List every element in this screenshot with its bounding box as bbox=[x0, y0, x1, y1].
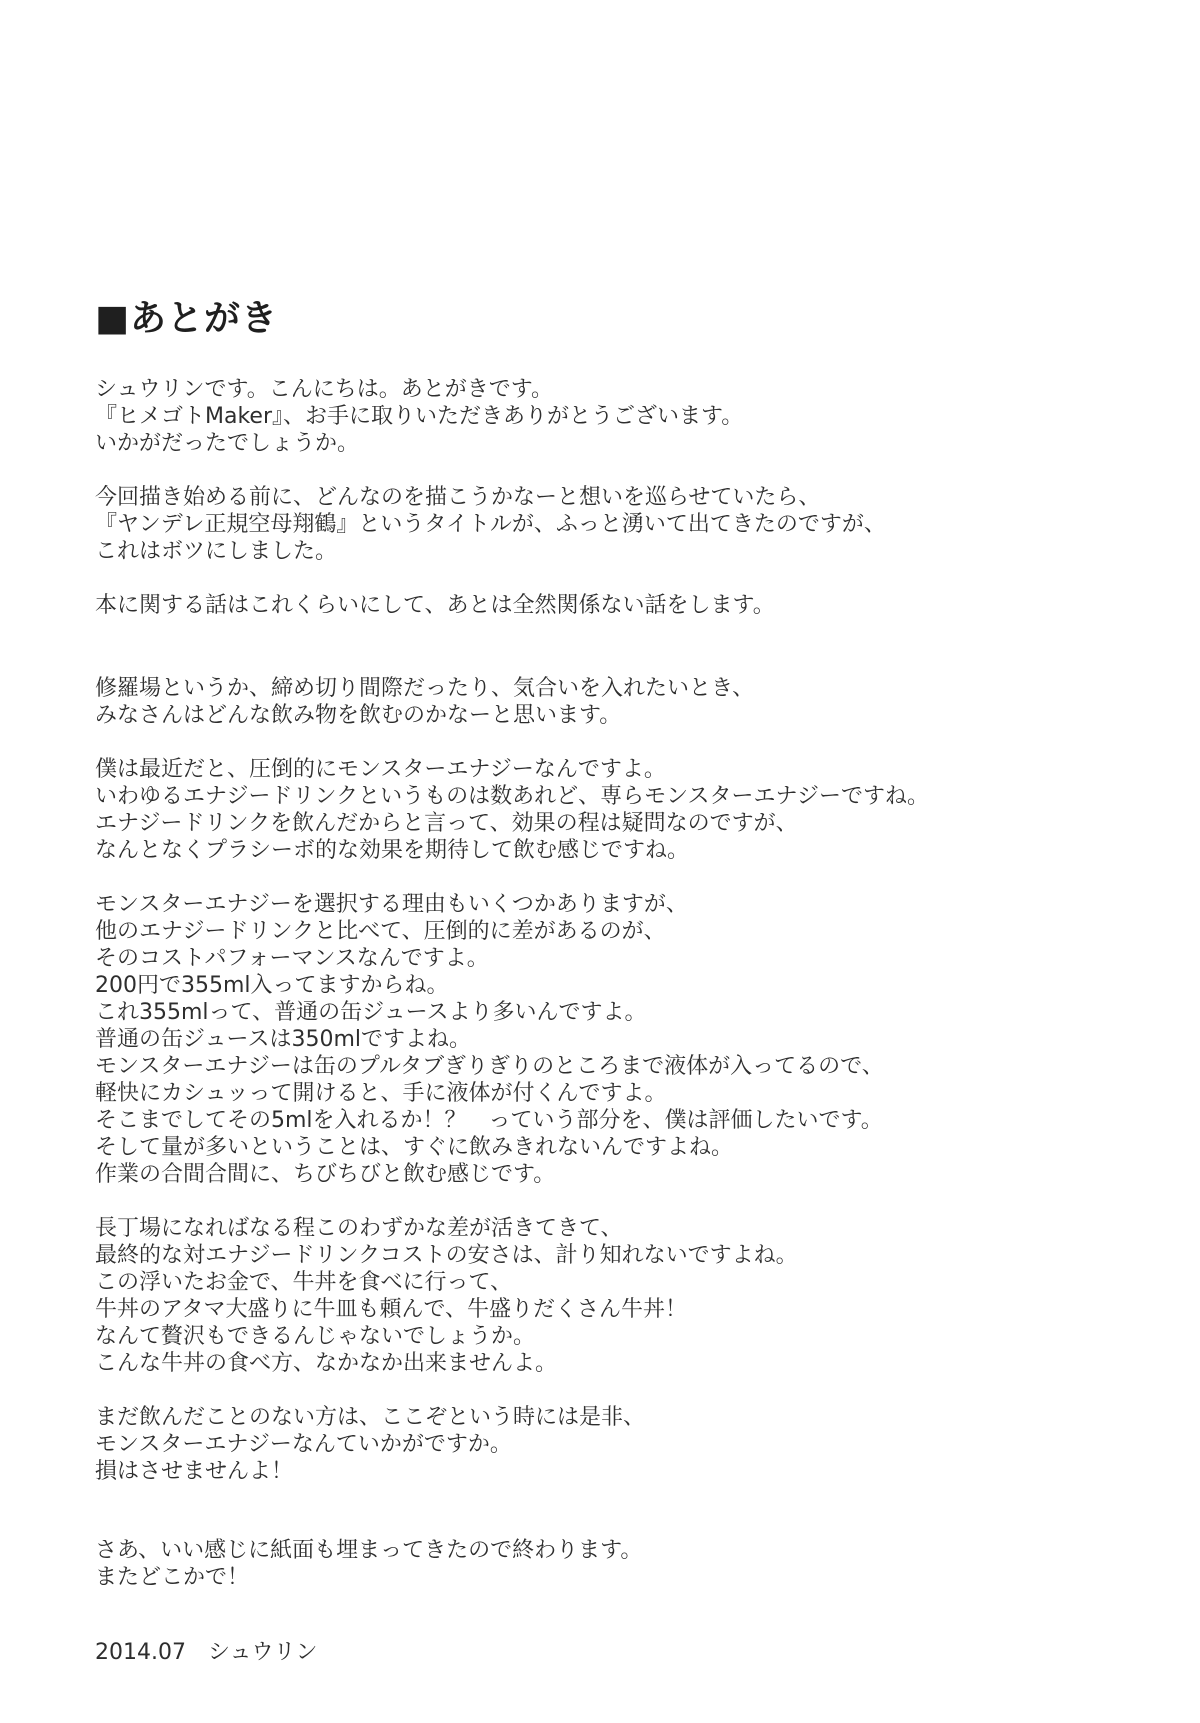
text-line: シュウリンです。こんにちは。あとがきです。 bbox=[95, 377, 554, 402]
text-line: さあ、いい感じに紙面も埋まってきたので終わります。 bbox=[95, 1538, 643, 1563]
text-line: 軽快にカシュッって開けると、手に液体が付くんですよ。 bbox=[95, 1081, 667, 1106]
signature-line: 2014.07 シュウリン bbox=[95, 1640, 318, 1665]
text-line: なんて贅沢もできるんじゃないでしょうか。 bbox=[95, 1324, 536, 1349]
text-line: 今回描き始める前に、どんなのを描こうかなーと想いを巡らせていたら、 bbox=[95, 485, 821, 510]
text-line: 200円で355ml入ってますからね。 bbox=[95, 973, 449, 998]
text-line: エナジードリンクを飲んだからと言って、効果の程は疑問なのですが、 bbox=[95, 811, 798, 836]
text-line: これはボツにしました。 bbox=[95, 539, 338, 564]
text-line: 作業の合間合間に、ちびちびと飲む感じです。 bbox=[95, 1162, 556, 1187]
text-line: 『ヒメゴトMaker』、お手に取りいただきありがとうございます。 bbox=[95, 404, 744, 429]
paragraph-cost-performance bbox=[95, 891, 1130, 1188]
text-line: モンスターエナジーは缶のプルタブぎりぎりのところまで液体が入ってるので、 bbox=[95, 1054, 884, 1079]
text-line: この浮いたお金で、牛丼を食べに行って、 bbox=[95, 1270, 513, 1295]
text-line: こんな牛丼の食べ方、なかなか出来ませんよ。 bbox=[95, 1351, 558, 1376]
text-line: 普通の缶ジュースは350mlですよね。 bbox=[95, 1027, 471, 1052]
text-line: そのコストパフォーマンスなんですよ。 bbox=[95, 946, 489, 971]
text-line: 最終的な対エナジードリンクコストの安さは、計り知れないですよね。 bbox=[95, 1243, 798, 1268]
text-line: 長丁場になればなる程このわずかな差が活きてきて、 bbox=[95, 1216, 623, 1241]
paragraph-greeting bbox=[95, 376, 1130, 457]
afterword-content bbox=[95, 298, 1130, 1666]
text-line: いわゆるエナジードリンクというものは数あれど、専らモンスターエナジーですね。 bbox=[95, 784, 930, 809]
text-line: またどこかで！ bbox=[95, 1565, 250, 1590]
text-line: そして量が多いということは、すぐに飲みきれないんですよね。 bbox=[95, 1135, 734, 1160]
paragraph-drinks-question bbox=[95, 675, 1130, 729]
text-line: いかがだったでしょうか。 bbox=[95, 431, 360, 456]
paragraph-gyudon bbox=[95, 1215, 1130, 1377]
text-line: 牛丼のアタマ大盛りに牛皿も頼んで、牛盛りだくさん牛丼！ bbox=[95, 1297, 688, 1322]
paragraph-transition bbox=[95, 592, 1130, 619]
paragraph-closing bbox=[95, 1537, 1130, 1591]
paragraph-recommendation bbox=[95, 1404, 1130, 1485]
text-line: 『ヤンデレ正規空母翔鶴』というタイトルが、ふっと湧いて出てきたのですが、 bbox=[95, 512, 886, 537]
text-line: そこまでしてその5mlを入れるか！？ っていう部分を、僕は評価したいです。 bbox=[95, 1108, 883, 1133]
page-title: ■あとがき bbox=[95, 298, 279, 339]
text-line: 修羅場というか、締め切り間際だったり、気合いを入れたいとき、 bbox=[95, 676, 755, 701]
text-line: モンスターエナジーなんていかがですか。 bbox=[95, 1432, 512, 1457]
paragraph-monster-energy bbox=[95, 756, 1130, 864]
text-line: 損はさせませんよ！ bbox=[95, 1459, 294, 1484]
text-line: これ355mlって、普通の缶ジュースより多いんですよ。 bbox=[95, 1000, 647, 1025]
paragraph-title-idea bbox=[95, 484, 1130, 565]
text-line: みなさんはどんな飲み物を飲むのかなーと思います。 bbox=[95, 703, 622, 728]
text-line: 僕は最近だと、圧倒的にモンスターエナジーなんですよ。 bbox=[95, 757, 666, 782]
text-line: モンスターエナジーを選択する理由もいくつかありますが、 bbox=[95, 892, 688, 917]
text-line: 他のエナジードリンクと比べて、圧倒的に差があるのが、 bbox=[95, 919, 666, 944]
text-line: なんとなくプラシーボ的な効果を期待して飲む感じですね。 bbox=[95, 838, 690, 863]
text-line: まだ飲んだことのない方は、ここぞという時には是非、 bbox=[95, 1405, 646, 1430]
text-line: 本に関する話はこれくらいにして、あとは全然関係ない話をします。 bbox=[95, 593, 775, 618]
